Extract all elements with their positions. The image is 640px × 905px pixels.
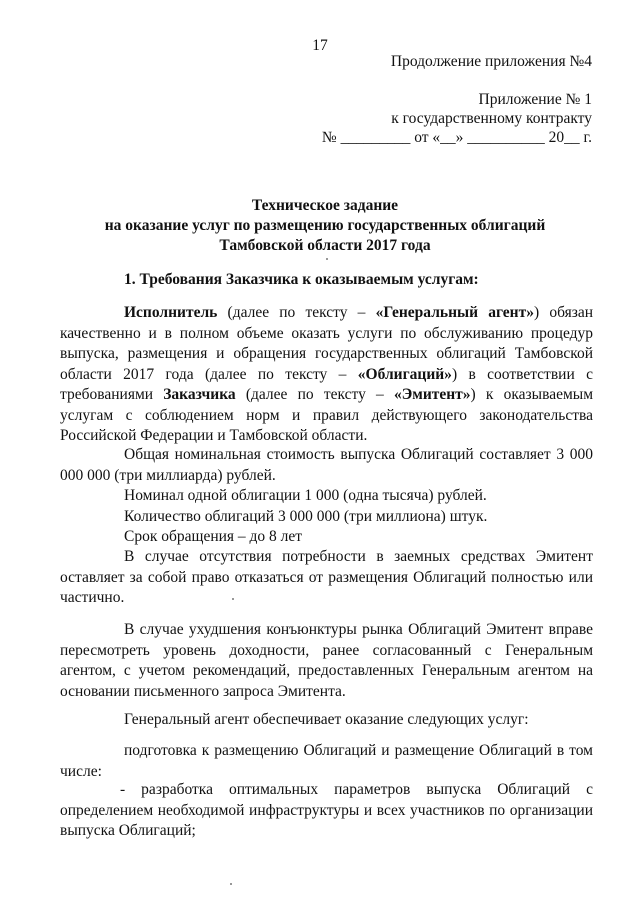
term-bonds: «Облигаций» <box>357 365 452 383</box>
paragraph-refusal-right <box>60 547 593 609</box>
issue-quantity: Количество облигаций 3 000 000 (три миллиона) штук. <box>124 507 488 525</box>
title-line-3: Тамбовской области 2017 года <box>219 237 431 254</box>
paragraph-issue-parameters <box>60 445 593 548</box>
list-item-parameters-development <box>60 780 593 842</box>
appendix-line-1: Приложение № 1 <box>478 91 592 108</box>
appendix-continuation: Продолжение приложения №4 <box>390 53 592 70</box>
term-general-agent: «Генеральный агент» <box>375 304 534 321</box>
p5-text: Генеральный агент обеспечивает оказание следующих услуг: <box>124 711 529 728</box>
p1-text-2: ) обязан качественно и в полном объеме оказать услуги по обслуживанию процедур выпуска, размещения и обращения государственных облигаций Тамбовской области 2017 года (далее по тексту – <box>60 304 593 383</box>
issue-nominal: Номинал одной облигации 1 000 (одна тысяча) рублей. <box>124 487 487 504</box>
page-number: 17 <box>312 37 328 54</box>
p1-text-3: ) в соответствии с требованиями <box>60 365 593 403</box>
scan-speck <box>326 258 328 260</box>
p7-text: - разработка оптимальных параметров выпуска Облигаций с определением необходимой инфраструктуры и всех участников по организации выпуска Облигаций; <box>60 781 593 839</box>
term-customer: Заказчика <box>163 386 236 403</box>
paragraph-market-conditions <box>60 620 593 702</box>
p1-text-1: (далее по тексту – <box>217 304 376 321</box>
section-1-heading: 1. Требования Заказчика к оказываемым услугам: <box>124 271 479 288</box>
issue-term: Срок обращения – до 8 лет <box>124 528 303 545</box>
scan-speck <box>232 598 234 600</box>
paragraph-general-agent-obligations <box>60 303 593 447</box>
issue-total-value: Общая номинальная стоимость выпуска Облигаций составляет 3 000 000 000 (три миллиарда) рублей. <box>60 446 593 484</box>
p6-text: подготовка к размещению Облигаций и размещение Облигаций в том числе: <box>60 742 593 780</box>
term-executor: Исполнитель <box>124 304 218 321</box>
appendix-contract-number: № _________ от «__» __________ 20__ г. <box>321 129 592 146</box>
p1-text-4: (далее по тексту – <box>235 386 394 403</box>
p3-text: В случае отсутствия потребности в заемных средствах Эмитент оставляет за собой право отказаться от размещения Облигаций полностью или частично. <box>60 548 593 606</box>
paragraph-services-intro <box>60 710 593 731</box>
title-line-2: на оказание услуг по размещению государственных облигаций <box>104 217 546 234</box>
document-title <box>60 196 590 256</box>
scan-speck <box>230 883 232 885</box>
p1-text-5: ) к оказываемым услугам с соблюдением норм и правил действующего законодательства Российской Федерации и Тамбовской области. <box>60 386 593 444</box>
term-issuer: «Эмитент» <box>394 386 471 403</box>
paragraph-placement-prep <box>60 741 593 782</box>
p4-text: В случае ухудшения конъюнктуры рынка Облигаций Эмитент вправе пересмотреть уровень доходности, ранее согласованный с Генеральным агентом, с учетом рекомендаций, предоставленных Генеральным агентом на основании письменного запроса Эмитента. <box>60 621 593 700</box>
appendix-line-2: к государственному контракту <box>391 110 592 127</box>
title-line-1: Техническое задание <box>251 197 399 214</box>
